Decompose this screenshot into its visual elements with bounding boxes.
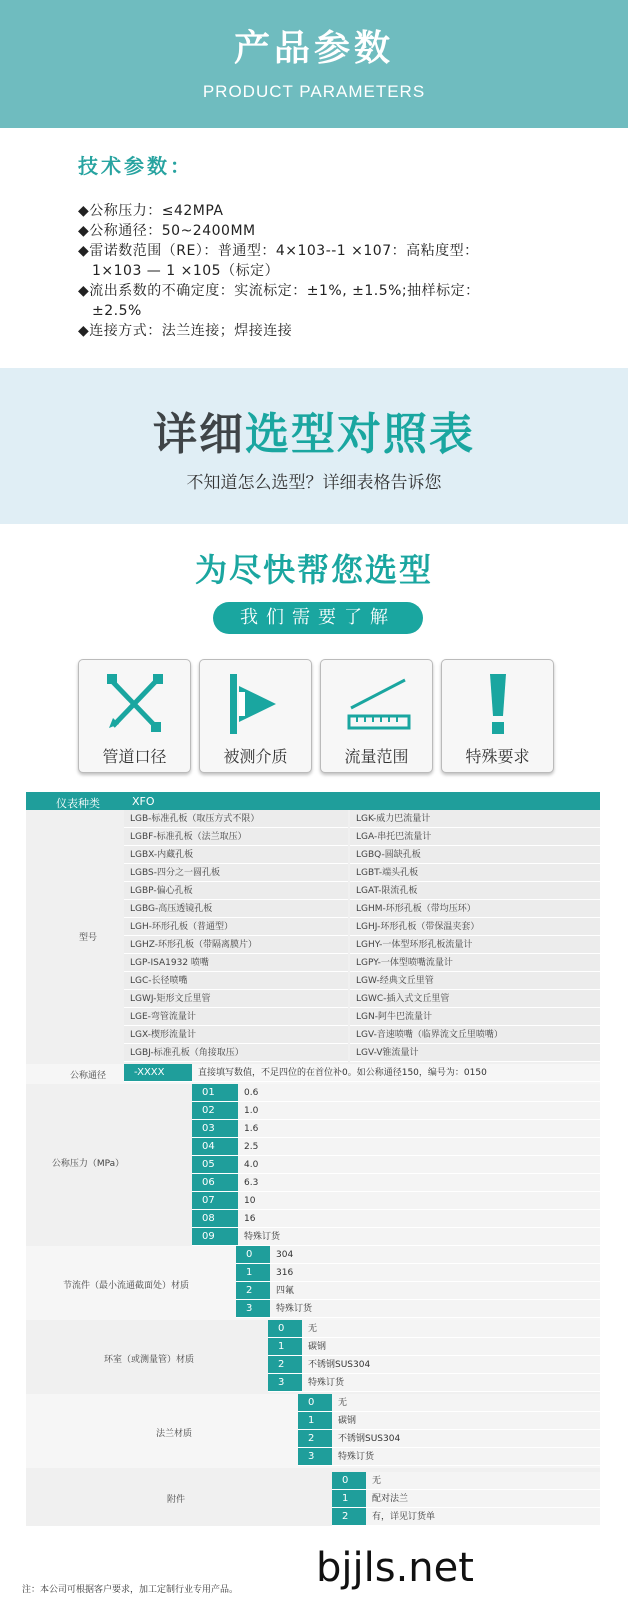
accessory-code: 1 xyxy=(332,1490,366,1508)
model-item: LGN-阿牛巴流量计 xyxy=(350,1008,600,1026)
accessory-value: 配对法兰 xyxy=(366,1490,600,1508)
tech-heading: 技术参数： xyxy=(78,154,193,178)
flange-code: 3 xyxy=(298,1448,332,1466)
accessory-value: 无 xyxy=(366,1472,600,1490)
model-item: LGC-长径喷嘴 xyxy=(124,972,348,990)
model-item: LGPY-一体型喷嘴流量计 xyxy=(350,954,600,972)
model-item: LGH-环形孔板（普通型） xyxy=(124,918,348,936)
model-item: LGBQ-圆缺孔板 xyxy=(350,846,600,864)
model-item: LGWJ-矩形文丘里管 xyxy=(124,990,348,1008)
throttle-code: 2 xyxy=(236,1282,270,1300)
ring-value: 碳钢 xyxy=(302,1338,600,1356)
throttle-code: 3 xyxy=(236,1300,270,1318)
tech-line: 1×103 — 1 ×105（标定） xyxy=(92,263,280,279)
throttle-value: 316 xyxy=(270,1264,600,1282)
pressure-value: 1.0 xyxy=(238,1102,600,1120)
model-item: LGWC-插入式文丘里管 xyxy=(350,990,600,1008)
diameter-code: -XXXX xyxy=(124,1064,192,1082)
model-item: LGE-弯管流量计 xyxy=(124,1008,348,1026)
pressure-code: 03 xyxy=(192,1120,238,1138)
model-item: LGBF-标准孔板（法兰取压） xyxy=(124,828,348,846)
pressure-code: 07 xyxy=(192,1192,238,1210)
group-label: 型号 xyxy=(78,933,97,943)
tech-line: ◆流出系数的不确定度：实流标定：±1%, ±1.5%;抽样标定： xyxy=(78,283,480,299)
scale-ruler-icon xyxy=(347,672,411,736)
model-item: LGHJ-环形孔板（带保温夹套） xyxy=(350,918,600,936)
card-pipe-diameter xyxy=(78,659,191,773)
page-title: 产品参数 xyxy=(233,28,394,69)
throttle-code: 1 xyxy=(236,1264,270,1282)
ring-code: 1 xyxy=(268,1338,302,1356)
tech-params xyxy=(78,150,608,341)
pressure-code: 02 xyxy=(192,1102,238,1120)
banner-subtitle: 不知道怎么选型？详细表格告诉您 xyxy=(186,473,442,493)
table-header xyxy=(26,792,600,810)
model-item: LGK-威力巴流量计 xyxy=(350,810,600,828)
throttle-value: 特殊订货 xyxy=(270,1300,600,1318)
tech-line: ◆公称通径：50~2400MM xyxy=(78,223,256,239)
section-heading: 为尽快帮您选型 xyxy=(194,551,433,589)
pressure-code: 06 xyxy=(192,1174,238,1192)
card-label: 被测介质 xyxy=(223,747,288,766)
banner-title xyxy=(0,398,628,462)
group-label: 法兰材质 xyxy=(155,1429,192,1439)
flange-code: 2 xyxy=(298,1430,332,1448)
pressure-value: 1.6 xyxy=(238,1120,600,1138)
model-item: LGX-楔形流量计 xyxy=(124,1026,348,1044)
card-flow-range xyxy=(320,659,433,773)
requirement-cards xyxy=(78,659,564,773)
accessory-code: 2 xyxy=(332,1508,366,1526)
model-item: LGBX-内藏孔板 xyxy=(124,846,348,864)
flange-code: 1 xyxy=(298,1412,332,1430)
model-item: LGBT-端头孔板 xyxy=(350,864,600,882)
model-item: LGV-V锥流量计 xyxy=(350,1044,600,1062)
diameter-desc: 直接填写数值，不足四位的在首位补0。如公称通径150，编号为：0150 xyxy=(192,1064,600,1082)
group-label: 附件 xyxy=(166,1495,185,1505)
card-label: 特殊要求 xyxy=(465,747,530,766)
throttle-value: 四氟 xyxy=(270,1282,600,1300)
tech-line: ±2.5% xyxy=(92,303,142,319)
banner-title-teal: 选型对照表 xyxy=(245,409,475,460)
card-measured-medium xyxy=(199,659,312,773)
ring-code: 0 xyxy=(268,1320,302,1338)
model-item: LGHZ-环形孔板（带隔离膜片） xyxy=(124,936,348,954)
pressure-code: 01 xyxy=(192,1084,238,1102)
ring-code: 3 xyxy=(268,1374,302,1392)
flange-value: 特殊订货 xyxy=(332,1448,600,1466)
pressure-code: 04 xyxy=(192,1138,238,1156)
flange-value: 不锈钢SUS304 xyxy=(332,1430,600,1448)
ruler-pencil-icon xyxy=(105,672,165,736)
group-label: 公称通径 xyxy=(69,1071,106,1081)
exclamation-icon xyxy=(468,672,528,736)
pressure-code: 08 xyxy=(192,1210,238,1228)
model-item: LGV-音速喷嘴（临界流文丘里喷嘴） xyxy=(350,1026,600,1044)
ring-value: 特殊订货 xyxy=(302,1374,600,1392)
throttle-value: 304 xyxy=(270,1246,600,1264)
accessory-value: 有，详见订货单 xyxy=(366,1508,600,1526)
model-item: LGW-经典文丘里管 xyxy=(350,972,600,990)
model-item: LGP-ISA1932 喷嘴 xyxy=(124,954,348,972)
pressure-value: 2.5 xyxy=(238,1138,600,1156)
pressure-value: 10 xyxy=(238,1192,600,1210)
ring-value: 不锈钢SUS304 xyxy=(302,1356,600,1374)
card-label: 管道口径 xyxy=(102,747,167,766)
throttle-code: 0 xyxy=(236,1246,270,1264)
model-item: LGBS-四分之一圆孔板 xyxy=(124,864,348,882)
footer-note: 注：本公司可根据客户要求，加工定制行业专用产品。 xyxy=(22,1585,239,1595)
group-label: 公称压力（MPa） xyxy=(51,1159,125,1169)
banner-title-dark: 详细 xyxy=(153,409,245,460)
card-label: 流量范围 xyxy=(344,747,409,766)
model-item: LGA-串托巴流量计 xyxy=(350,828,600,846)
model-item: LGBJ-标准孔板（角接取压） xyxy=(124,1044,348,1062)
selection-banner xyxy=(0,368,628,524)
flange-value: 无 xyxy=(332,1394,600,1412)
pressure-code: 09 xyxy=(192,1228,238,1246)
page-subtitle: PRODUCT PARAMETERS xyxy=(202,82,426,101)
tech-line: ◆公称压力：≤42MPA xyxy=(78,203,224,219)
pressure-value: 特殊订货 xyxy=(238,1228,600,1246)
need-to-know-pill: 我们需要了解 xyxy=(213,602,423,634)
group-label: 环室（或测量管）材质 xyxy=(103,1355,194,1365)
flag-icon xyxy=(226,672,286,736)
tech-line: ◆雷诺数范围（RE）：普通型：4×103--1 ×107：高粘度型： xyxy=(78,243,479,259)
model-item: LGB-标准孔板（取压方式不限） xyxy=(124,810,348,828)
ring-code: 2 xyxy=(268,1356,302,1374)
model-item: LGBG-高压透镜孔板 xyxy=(124,900,348,918)
group-label: 节流件（最小流通截面处）材质 xyxy=(62,1281,189,1291)
ring-value: 无 xyxy=(302,1320,600,1338)
model-item: LGHM-环形孔板（带均压环） xyxy=(350,900,600,918)
card-special-requirements xyxy=(441,659,554,773)
pressure-value: 6.3 xyxy=(238,1174,600,1192)
model-item: LGAT-限流孔板 xyxy=(350,882,600,900)
pressure-value: 4.0 xyxy=(238,1156,600,1174)
pressure-value: 16 xyxy=(238,1210,600,1228)
accessory-code: 0 xyxy=(332,1472,366,1490)
pressure-code: 05 xyxy=(192,1156,238,1174)
watermark: bjjls.net xyxy=(316,1545,474,1591)
flange-code: 0 xyxy=(298,1394,332,1412)
tech-line: ◆连接方式：法兰连接；焊接连接 xyxy=(78,323,293,339)
flange-value: 碳钢 xyxy=(332,1412,600,1430)
header-banner xyxy=(0,0,628,128)
model-item: LGBP-偏心孔板 xyxy=(124,882,348,900)
header-model-prefix: XFO xyxy=(132,795,155,808)
model-item: LGHY-一体型环形孔板流量计 xyxy=(350,936,600,954)
header-instrument-type: 仪表种类 xyxy=(56,797,100,810)
pressure-value: 0.6 xyxy=(238,1084,600,1102)
